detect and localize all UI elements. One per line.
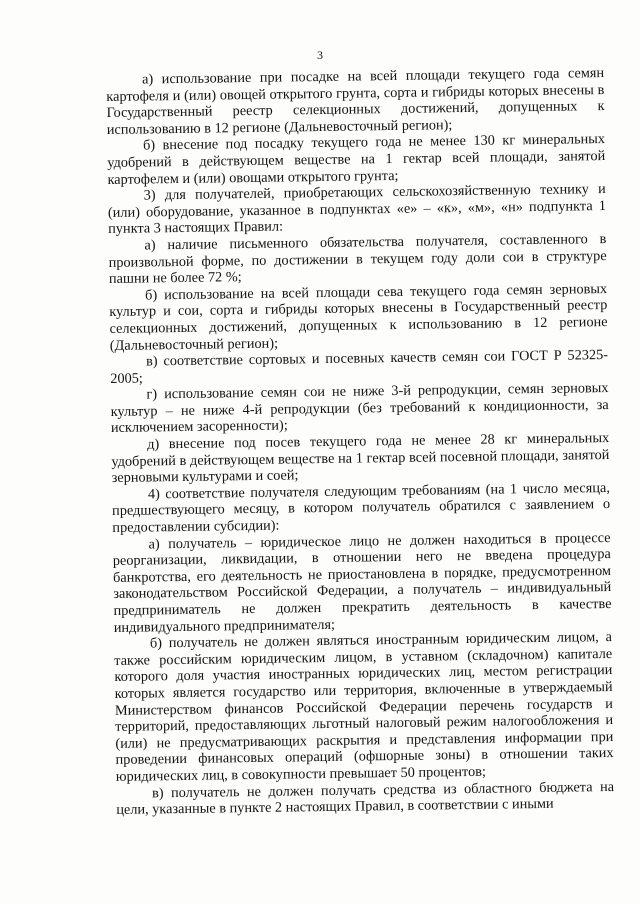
document-body — [106, 65, 614, 819]
paragraph-a-reorganization: а) получатель – юридическое лицо не должен находиться в процессе реорганизации, ликвидации, в отношении него не введена процедура банкротства, его деятельность не приостановлена в порядке, предусмотренном законодательством Российской Федерации, а получатель – индивидуальный предприниматель не должен прекратить деятельность в качестве индивидуального предпринимателя; — [112, 529, 612, 636]
paragraph-3a-potatoes-seeds: а) использование при посадке на всей площади текущего года семян картофеля и (или) овощей открытого грунта, сорта и гибриды которых внесены в Государственный реестр селекционных достижений, допущенных к использованию в 12 регионе (Дальневосточный регион); — [106, 65, 605, 138]
paragraph-b-grain-seeds: б) использование на всей площади сева текущего года семян зерновых культур и сои, сорта и гибриды которых внесены в Государственный реестр селекционных достижений, допущенных к использованию в 12 регионе (Дальневосточный регион); — [109, 280, 608, 354]
paragraph-b-foreign-entity: б) получатель не должен являться иностранным юридическим лицом, а также российским юридическим лицом, в уставном (складочном) капитале которого доля участия иностранных юридических лиц, местом регистрации которых является государство или территория, включенные в утверждаемый Министерством финансов Российской Федерации перечень государств и территорий, предоставляющих льготный налоговый режим налогообложения и (или) не предусматривающих раскрытия и представления информации при проведении финансовых операций (офшорные зоны) в отношении таких юридических лиц, в совокупности превышает 50 процентов; — [114, 629, 614, 785]
paragraph-v-gost: в) соответствие сортовых и посевных качеств семян сои ГОСТ Р 52325-2005; — [110, 347, 609, 387]
paragraph-v-regional-budget: в) получатель не должен получать средства из областного бюджета на цели, указанные в пункте 2 настоящих Правил, в соответствии с иными — [116, 778, 615, 819]
paragraph-d-fertilizer: д) внесение под посев текущего года не менее 28 кг минеральных удобрений в действующем веществе на 1 гектар всей посевной площади, занятой зерновыми культурами и соей; — [111, 430, 610, 487]
paragraph-3b-potatoes-fertilizer: б) внесение под посадку текущего года не менее 130 кг минеральных удобрений в действующем веществе на 1 гектар всей площади, занятой картофелем и (или) овощами открытого грунта; — [107, 131, 606, 188]
paragraph-3-machinery-buyers: 3) для получателей, приобретающих сельскохозяйственную технику и (или) оборудование, указанное в подпунктах «е» – «к», «м», «н» подпункта 1 пункта 3 настоящих Правил: — [107, 181, 607, 238]
paragraph-g-reproduction: г) использование семян сои не ниже 3-й репродукции, семян зерновых культур – не ниже 4-й репродукции (без требований к кондиционности, за исключением засоренности); — [110, 380, 609, 437]
paragraph-4-requirements: 4) соответствие получателя следующим требованиям (на 1 число месяца, предшествующего месяцу, в котором получатель обратился с заявлением о предоставлении субсидии): — [112, 479, 611, 536]
paragraph-a-soy-share: а) наличие письменного обязательства получателя, составленного в произвольной форме, по достижении в текущем году доли сои в структуре пашни не более 72 %; — [108, 230, 607, 288]
page-number: 3 — [317, 48, 323, 62]
